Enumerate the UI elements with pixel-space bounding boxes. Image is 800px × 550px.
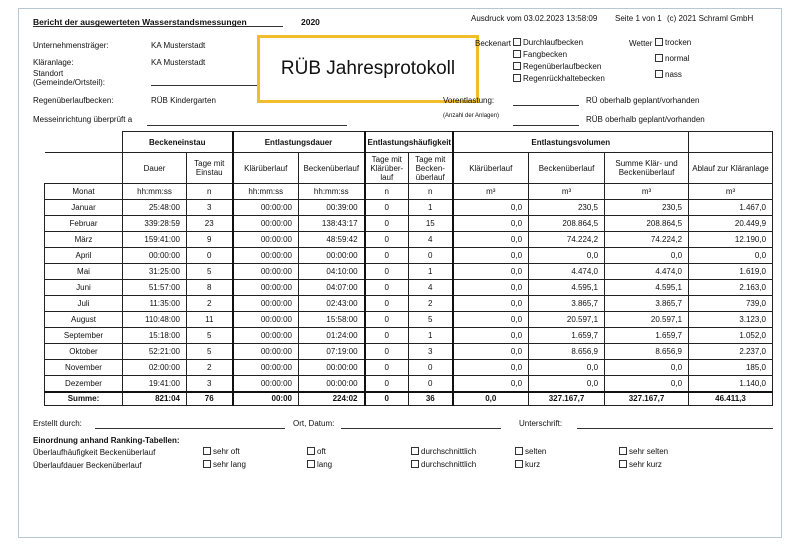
table-cell: 2 — [187, 296, 233, 312]
col-header: Tage mit Einstau — [187, 153, 233, 184]
duration-label: Überlaufdauer Beckenüberlauf — [33, 461, 142, 470]
table-row — [45, 248, 773, 264]
table-cell: 0,0 — [453, 376, 529, 392]
month-cell: Mai — [45, 264, 123, 280]
table-cell: 31:25:00 — [123, 264, 187, 280]
table-cell: 0 — [365, 376, 409, 392]
measurement-table — [44, 131, 773, 406]
table-cell: 159:41:00 — [123, 232, 187, 248]
operator-value: KA Musterstadt — [151, 41, 206, 50]
table-cell: 00:00:00 — [233, 328, 299, 344]
dur-option-3[interactable]: kurz — [515, 460, 540, 469]
table-row — [45, 328, 773, 344]
table-cell: 0,0 — [529, 248, 605, 264]
unit-cell: m³ — [529, 184, 605, 200]
signature-label: Unterschrift: — [519, 419, 563, 428]
table-row — [45, 296, 773, 312]
relief-option-2: RÜB oberhalb geplant/vorhanden — [586, 115, 705, 124]
month-cell: Juli — [45, 296, 123, 312]
table-cell: 0 — [365, 360, 409, 376]
checkbox-icon — [619, 460, 627, 468]
weather-option-0[interactable]: trocken — [655, 38, 691, 47]
basin-type-option-2[interactable]: Regenüberlaufbecken — [513, 62, 601, 71]
table-row — [45, 360, 773, 376]
unit-cell: hh:mm:ss — [299, 184, 365, 200]
checkbox-icon — [307, 447, 315, 455]
table-cell: 1.052,0 — [689, 328, 773, 344]
page-number: Seite 1 von 1 — [615, 14, 662, 23]
table-cell: 2.237,0 — [689, 344, 773, 360]
report-page — [18, 8, 782, 538]
table-cell: 138:43:17 — [299, 216, 365, 232]
table-cell: 04:10:00 — [299, 264, 365, 280]
relief-sub-label: (Anzahl der Anlagen) — [443, 113, 500, 119]
table-cell: 74.224,2 — [605, 232, 689, 248]
table-cell: 0 — [365, 248, 409, 264]
table-row — [45, 216, 773, 232]
table-cell: 19:41:00 — [123, 376, 187, 392]
checkbox-icon — [515, 460, 523, 468]
table-cell: 15:18:00 — [123, 328, 187, 344]
basin-type-option-3[interactable]: Regenrückhaltebecken — [513, 74, 605, 83]
table-cell: 1 — [409, 264, 453, 280]
sum-cell: 821:04 — [123, 392, 187, 406]
table-cell: 2.163,0 — [689, 280, 773, 296]
table-cell: 00:00:00 — [299, 248, 365, 264]
group-basin-storage: Beckeneinstau — [123, 132, 233, 153]
table-cell: 5 — [409, 312, 453, 328]
sum-cell: 46.411,3 — [689, 392, 773, 406]
group-relief-frequency: Entlastungshäufigkeit — [365, 132, 453, 153]
table-cell: 0,0 — [605, 248, 689, 264]
table-cell: 3 — [409, 344, 453, 360]
unit-cell: m³ — [689, 184, 773, 200]
col-header: Klärüberlauf — [233, 153, 299, 184]
table-cell: 4.595,1 — [605, 280, 689, 296]
basin-label: Regenüberlaufbecken: — [33, 96, 114, 105]
unit-cell: m³ — [453, 184, 529, 200]
unit-cell: m³ — [605, 184, 689, 200]
title-underline — [33, 26, 283, 27]
table-cell: 11:35:00 — [123, 296, 187, 312]
table-cell: 0 — [365, 296, 409, 312]
table-cell: 00:00:00 — [233, 296, 299, 312]
dur-option-2[interactable]: durchschnittlich — [411, 460, 476, 469]
month-header: Monat — [45, 184, 123, 200]
col-header: Klärüberlauf — [453, 153, 529, 184]
dur-option-4[interactable]: sehr kurz — [619, 460, 662, 469]
table-cell: 0,0 — [453, 328, 529, 344]
table-cell: 8.656,9 — [529, 344, 605, 360]
table-cell: 1.467,0 — [689, 200, 773, 216]
signature-field[interactable] — [577, 428, 773, 429]
unit-cell: n — [409, 184, 453, 200]
place-date-field[interactable] — [341, 428, 501, 429]
table-cell: 0 — [409, 376, 453, 392]
month-cell: April — [45, 248, 123, 264]
table-cell: 3.865,7 — [605, 296, 689, 312]
checkbox-icon — [513, 74, 521, 82]
table-cell: 185,0 — [689, 360, 773, 376]
table-cell: 12.190,0 — [689, 232, 773, 248]
table-cell: 0 — [187, 248, 233, 264]
table-cell: 00:00:00 — [233, 344, 299, 360]
month-cell: November — [45, 360, 123, 376]
table-cell: 0,0 — [453, 344, 529, 360]
table-cell: 20.597,1 — [605, 312, 689, 328]
table-cell: 51:57:00 — [123, 280, 187, 296]
table-sum-row — [45, 392, 773, 406]
table-cell: 208.864,5 — [529, 216, 605, 232]
table-cell: 00:00:00 — [233, 232, 299, 248]
table-cell: 0 — [409, 248, 453, 264]
report-title: Bericht der ausgewerteten Wasserstandsmessungen — [33, 17, 247, 27]
table-cell: 4 — [409, 232, 453, 248]
checkbox-icon — [307, 460, 315, 468]
checkbox-icon — [619, 447, 627, 455]
unit-cell: n — [365, 184, 409, 200]
checkbox-icon — [655, 70, 663, 78]
table-cell: 52:21:00 — [123, 344, 187, 360]
table-cell: 0,0 — [453, 200, 529, 216]
table-cell: 230,5 — [605, 200, 689, 216]
table-cell: 739,0 — [689, 296, 773, 312]
table-cell: 00:00:00 — [299, 360, 365, 376]
table-cell: 8.656,9 — [605, 344, 689, 360]
freq-option-3[interactable]: selten — [515, 447, 546, 456]
group-relief-duration: Entlastungsdauer — [233, 132, 365, 153]
table-cell: 0 — [365, 200, 409, 216]
col-header: Tage mit Klärüber-lauf — [365, 153, 409, 184]
table-row — [45, 312, 773, 328]
table-cell: 00:00:00 — [299, 376, 365, 392]
table-cell: 00:00:00 — [233, 280, 299, 296]
weather-option-1[interactable]: normal — [655, 54, 689, 63]
table-cell: 0 — [365, 232, 409, 248]
table-cell: 00:00:00 — [123, 248, 187, 264]
table-row — [45, 344, 773, 360]
month-cell: August — [45, 312, 123, 328]
table-row — [45, 280, 773, 296]
unit-cell: hh:mm:ss — [123, 184, 187, 200]
table-cell: 48:59:42 — [299, 232, 365, 248]
col-header: Dauer — [123, 153, 187, 184]
month-cell: März — [45, 232, 123, 248]
copyright: (c) 2021 Schraml GmbH — [667, 14, 754, 23]
table-cell: 0,0 — [605, 376, 689, 392]
table-cell: 8 — [187, 280, 233, 296]
table-cell: 01:24:00 — [299, 328, 365, 344]
location-label: Standort (Gemeinde/Ortsteil): — [33, 69, 106, 87]
table-cell: 339:28:59 — [123, 216, 187, 232]
table-cell: 3 — [187, 376, 233, 392]
table-cell: 3 — [187, 200, 233, 216]
basin-value: RÜB Kindergarten — [151, 96, 216, 105]
checkbox-icon — [203, 460, 211, 468]
table-cell: 4.474,0 — [529, 264, 605, 280]
table-cell: 15:58:00 — [299, 312, 365, 328]
table-cell: 02:43:00 — [299, 296, 365, 312]
sum-cell: 76 — [187, 392, 233, 406]
table-row — [45, 232, 773, 248]
table-cell: 00:00:00 — [233, 376, 299, 392]
table-cell: 0,0 — [605, 360, 689, 376]
table-cell: 1.659,7 — [605, 328, 689, 344]
sum-cell: 327.167,7 — [605, 392, 689, 406]
dur-option-1[interactable]: lang — [307, 460, 332, 469]
table-cell: 00:00:00 — [233, 312, 299, 328]
table-cell: 5 — [187, 344, 233, 360]
table-cell: 11 — [187, 312, 233, 328]
table-cell: 0 — [409, 360, 453, 376]
dur-option-0[interactable]: sehr lang — [203, 460, 246, 469]
sum-cell: 327.167,7 — [529, 392, 605, 406]
checkbox-icon — [411, 447, 419, 455]
table-cell: 0,0 — [453, 216, 529, 232]
table-cell: 20.597,1 — [529, 312, 605, 328]
callout-title: RÜB Jahresprotokoll — [257, 35, 479, 103]
checkbox-icon — [655, 38, 663, 46]
table-body — [45, 200, 773, 392]
table-cell: 04:07:00 — [299, 280, 365, 296]
table-cell: 1 — [409, 328, 453, 344]
table-row — [45, 264, 773, 280]
table-cell: 2 — [187, 360, 233, 376]
freq-option-4[interactable]: sehr selten — [619, 447, 668, 456]
month-cell: September — [45, 328, 123, 344]
plant-value: KA Musterstadt — [151, 58, 206, 67]
unit-cell: hh:mm:ss — [233, 184, 299, 200]
col-header: Ablauf zur Kläranlage — [689, 153, 773, 184]
table-cell: 20.449,9 — [689, 216, 773, 232]
table-cell: 230,5 — [529, 200, 605, 216]
table-cell: 00:00:00 — [233, 200, 299, 216]
col-header: Tage mit Becken-überlauf — [409, 153, 453, 184]
table-cell: 0 — [365, 264, 409, 280]
unit-cell: n — [187, 184, 233, 200]
checkbox-icon — [411, 460, 419, 468]
weather-option-2[interactable]: nass — [655, 70, 682, 79]
checked-field[interactable] — [147, 125, 347, 126]
table-unit-row — [45, 184, 773, 200]
table-row — [45, 200, 773, 216]
table-cell: 00:39:00 — [299, 200, 365, 216]
checkbox-icon — [655, 54, 663, 62]
month-cell: Februar — [45, 216, 123, 232]
table-cell: 5 — [187, 264, 233, 280]
table-cell: 0 — [365, 328, 409, 344]
table-cell: 2 — [409, 296, 453, 312]
month-cell: Dezember — [45, 376, 123, 392]
month-cell: Januar — [45, 200, 123, 216]
table-cell: 0,0 — [453, 296, 529, 312]
plant-label: Kläranlage: — [33, 58, 74, 67]
sum-cell: 36 — [409, 392, 453, 406]
place-date-label: Ort, Datum: — [293, 419, 335, 428]
basin-type-option-1[interactable]: Fangbecken — [513, 50, 567, 59]
table-cell: 25:48:00 — [123, 200, 187, 216]
table-cell: 1 — [409, 200, 453, 216]
table-sub-header — [45, 153, 773, 184]
table-cell: 00:00:00 — [233, 264, 299, 280]
table-cell: 07:19:00 — [299, 344, 365, 360]
table-cell: 0,0 — [689, 248, 773, 264]
created-by-label: Erstellt durch: — [33, 419, 82, 428]
table-cell: 208.864,5 — [605, 216, 689, 232]
month-cell: Oktober — [45, 344, 123, 360]
table-cell: 0 — [365, 312, 409, 328]
table-cell: 00:00:00 — [233, 248, 299, 264]
operator-label: Unternehmensträger: — [33, 41, 109, 50]
table-cell: 0,0 — [453, 280, 529, 296]
table-cell: 02:00:00 — [123, 360, 187, 376]
relief-count-field-2[interactable] — [513, 125, 579, 126]
checkbox-icon — [513, 62, 521, 70]
col-header: Beckenüberlauf — [299, 153, 365, 184]
basin-type-label: Beckenart — [475, 39, 512, 48]
location-field[interactable] — [151, 85, 261, 86]
table-cell: 0 — [365, 216, 409, 232]
col-header: Beckenüberlauf — [529, 153, 605, 184]
basin-type-option-0[interactable]: Durchlaufbecken — [513, 38, 583, 47]
freq-option-2[interactable]: durchschnittlich — [411, 447, 476, 456]
col-header: Summe Klär- und Beckenüberlauf — [605, 153, 689, 184]
table-cell: 0,0 — [453, 312, 529, 328]
table-cell: 0,0 — [529, 360, 605, 376]
table-cell: 4 — [409, 280, 453, 296]
relief-option-1: RÜ oberhalb geplant/vorhanden — [586, 96, 700, 105]
month-cell: Juni — [45, 280, 123, 296]
freq-option-0[interactable]: sehr oft — [203, 447, 240, 456]
table-cell: 4.595,1 — [529, 280, 605, 296]
table-cell: 0,0 — [453, 232, 529, 248]
sum-cell: 0,0 — [453, 392, 529, 406]
table-row — [45, 376, 773, 392]
sum-cell: 224:02 — [299, 392, 365, 406]
frequency-label: Überlaufhäufigkeit Beckenüberlauf — [33, 448, 156, 457]
table-cell: 0,0 — [453, 360, 529, 376]
table-cell: 1.140,0 — [689, 376, 773, 392]
checked-label: Messeinrichtung überprüft a — [33, 115, 133, 124]
report-year: 2020 — [301, 17, 320, 27]
relief-count-field-1[interactable] — [513, 105, 579, 106]
table-cell: 00:00:00 — [233, 360, 299, 376]
table-cell: 0,0 — [453, 248, 529, 264]
table-cell: 110:48:00 — [123, 312, 187, 328]
table-cell: 9 — [187, 232, 233, 248]
table-cell: 3.123,0 — [689, 312, 773, 328]
freq-option-1[interactable]: oft — [307, 447, 326, 456]
table-cell: 23 — [187, 216, 233, 232]
table-cell: 1.619,0 — [689, 264, 773, 280]
print-date: Ausdruck vom 03.02.2023 13:58:09 — [471, 14, 598, 23]
weather-label: Wetter — [629, 39, 653, 48]
relief-label: Vorentlastung: — [443, 96, 495, 105]
table-cell: 0,0 — [529, 376, 605, 392]
sum-cell: Summe: — [45, 392, 123, 406]
created-by-field[interactable] — [95, 428, 285, 429]
table-cell: 5 — [187, 328, 233, 344]
checkbox-icon — [513, 38, 521, 46]
ranking-title: Einordnung anhand Ranking-Tabellen: — [33, 436, 180, 445]
checkbox-icon — [513, 50, 521, 58]
table-cell: 3.865,7 — [529, 296, 605, 312]
checkbox-icon — [515, 447, 523, 455]
table-cell: 0,0 — [453, 264, 529, 280]
table-cell: 4.474,0 — [605, 264, 689, 280]
checkbox-icon — [203, 447, 211, 455]
table-cell: 74.224,2 — [529, 232, 605, 248]
table-cell: 0 — [365, 280, 409, 296]
sum-cell: 0 — [365, 392, 409, 406]
table-cell: 1.659,7 — [529, 328, 605, 344]
table-cell: 15 — [409, 216, 453, 232]
table-cell: 0 — [365, 344, 409, 360]
table-cell: 00:00:00 — [233, 216, 299, 232]
group-relief-volume: Entlastungsvolumen — [453, 132, 689, 153]
table-group-header — [45, 132, 773, 153]
sum-cell: 00:00 — [233, 392, 299, 406]
